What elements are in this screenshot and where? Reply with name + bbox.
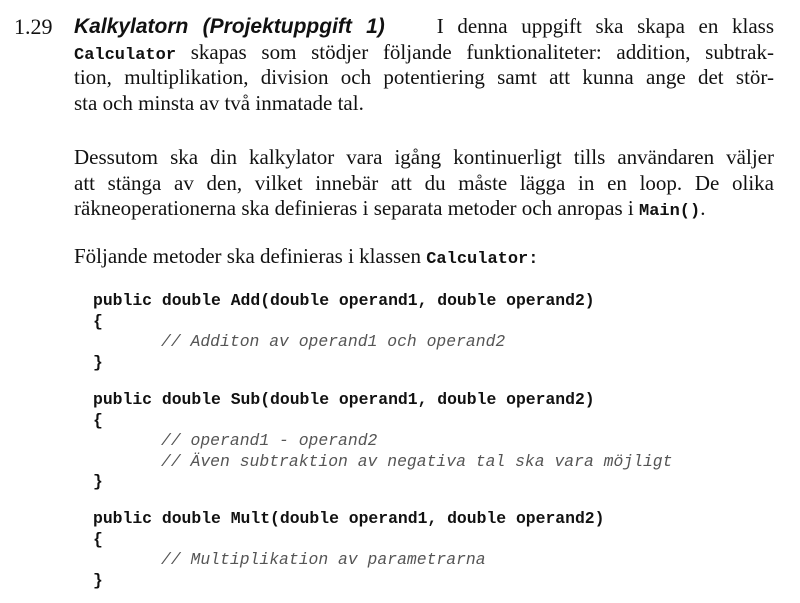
loop-line-3: [74, 196, 774, 222]
loop-line-2: att stänga av den, vilket innebär att du måste lägga in en loop. De olika: [74, 170, 774, 195]
code-method-add: [93, 291, 783, 373]
methods-intro-line: [74, 244, 774, 270]
intro-line-4: sta och minsta av två inmatade tal.: [74, 90, 364, 115]
exercise-title: Kalkylatorn (Projektuppgift 1): [74, 15, 385, 38]
loop-line-1: Dessutom ska din kalkylator vara igång kontinuerligt tills användaren väljer: [74, 145, 774, 169]
intro-line-2: [74, 40, 774, 66]
code-method-mult: [93, 509, 783, 591]
loop-text-3: räkneoperationerna ska definieras i separata metoder och anropas i: [74, 196, 639, 221]
close-brace: }: [93, 472, 103, 492]
open-brace: {: [93, 410, 103, 430]
code-method-sub: [93, 390, 783, 493]
open-brace: {: [93, 529, 103, 549]
intro-text-2: skapas som stödjer följande funktionaliteter: addition, subtrak-: [176, 39, 774, 64]
code-comment: // Additon av operand1 och operand2: [161, 332, 506, 352]
intro-line-3: tion, multiplikation, division och potentiering samt att kunna ange det stör-: [74, 65, 774, 90]
method-signature: public double Sub(double operand1, double operand2): [93, 390, 595, 409]
main-method-code: Main(): [639, 202, 701, 222]
class-name-code-2: Calculator:: [426, 250, 539, 269]
paragraph-loop: [74, 145, 774, 222]
class-name-code: Calculator: [74, 45, 177, 65]
code-comment: // operand1 - operand2: [161, 431, 378, 451]
code-comment: // Multiplikation av parametrarna: [161, 550, 486, 570]
close-brace: }: [93, 352, 103, 372]
loop-period: .: [700, 196, 706, 221]
intro-text-1: I denna uppgift ska skapa en klass: [436, 14, 774, 38]
close-brace: }: [93, 570, 103, 590]
open-brace: {: [93, 311, 103, 331]
paragraph-intro: [74, 14, 774, 116]
method-signature: public double Add(double operand1, double operand2): [93, 291, 595, 310]
code-comment: // Även subtraktion av negativa tal ska vara möjligt: [161, 451, 673, 471]
intro-line-1: [74, 14, 774, 40]
methods-intro-text: Följande metoder ska definieras i klassen: [74, 244, 427, 268]
exercise-number: 1.29: [14, 14, 53, 39]
paragraph-methods-intro: [74, 244, 774, 270]
method-signature: public double Mult(double operand1, double operand2): [93, 509, 605, 528]
